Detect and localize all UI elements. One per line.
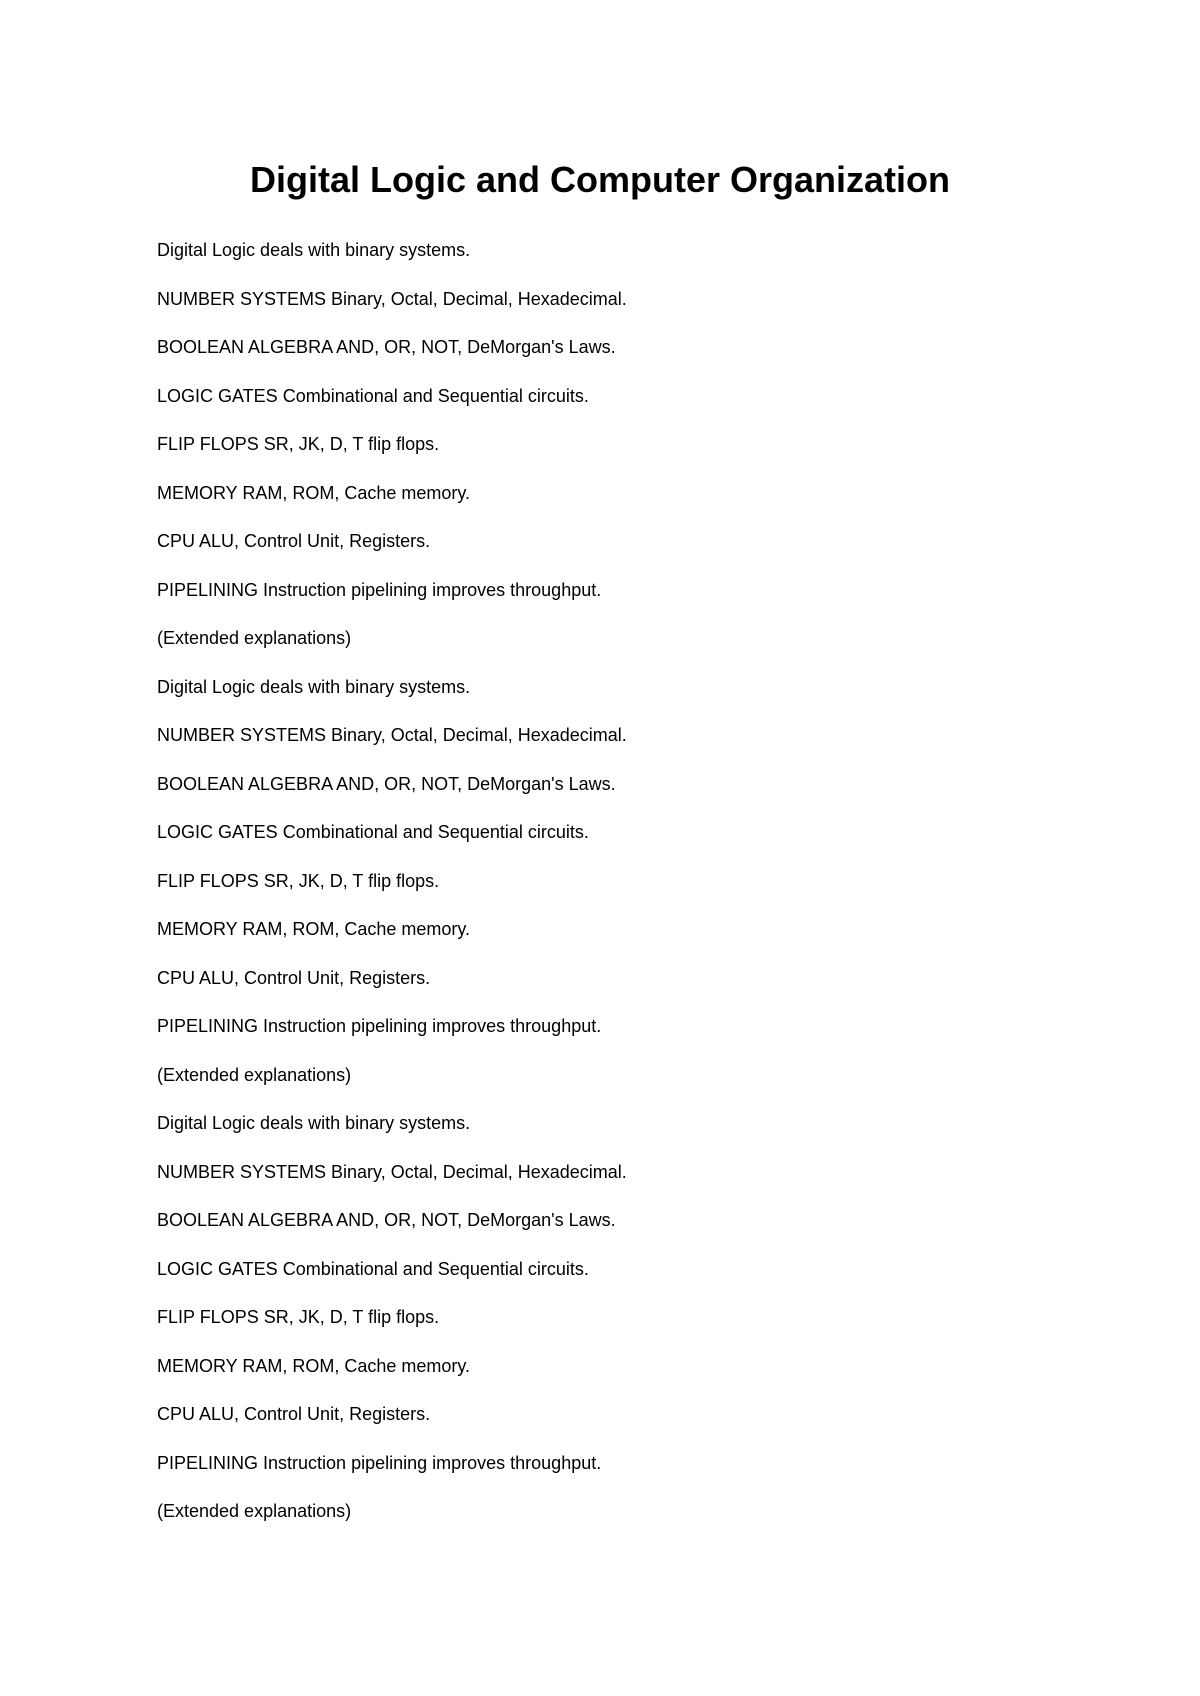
text-line: BOOLEAN ALGEBRA AND, OR, NOT, DeMorgan's Laws. [157,773,616,794]
text-line: Digital Logic deals with binary systems. [157,676,471,697]
text-line: Digital Logic deals with binary systems. [157,1113,471,1133]
text-line: PIPELINING Instruction pipelining improves throughput. [157,1016,602,1036]
text-line: FLIP FLOPS SR, JK, D, T flip flops. [157,434,440,454]
text-line: Digital Logic deals with binary systems. [157,240,471,260]
document-title: Digital Logic and Computer Organization [249,159,950,200]
text-line: CPU ALU, Control Unit, Registers. [157,1404,431,1424]
text-line: FLIP FLOPS SR, JK, D, T flip flops. [157,870,440,891]
document-body [157,238,1057,1548]
text-line: LOGIC GATES Combinational and Sequential circuits. [157,385,589,406]
text-line: (Extended explanations) [157,1064,352,1085]
text-line: PIPELINING Instruction pipelining improves throughput. [157,1452,602,1473]
text-line: NUMBER SYSTEMS Binary, Octal, Decimal, Hexadecimal. [157,288,627,309]
text-line: BOOLEAN ALGEBRA AND, OR, NOT, DeMorgan's Laws. [157,1210,616,1230]
text-line: MEMORY RAM, ROM, Cache memory. [157,919,471,939]
text-line: CPU ALU, Control Unit, Registers. [157,531,431,551]
text-line: CPU ALU, Control Unit, Registers. [157,967,431,988]
text-line: PIPELINING Instruction pipelining improves throughput. [157,579,602,600]
text-line: NUMBER SYSTEMS Binary, Octal, Decimal, Hexadecimal. [157,725,627,745]
text-line: MEMORY RAM, ROM, Cache memory. [157,1355,471,1376]
text-line: MEMORY RAM, ROM, Cache memory. [157,482,471,503]
text-line: FLIP FLOPS SR, JK, D, T flip flops. [157,1307,440,1327]
text-line: LOGIC GATES Combinational and Sequential circuits. [157,1258,589,1279]
text-line: BOOLEAN ALGEBRA AND, OR, NOT, DeMorgan's Laws. [157,337,616,357]
text-line: (Extended explanations) [157,628,352,648]
text-line: LOGIC GATES Combinational and Sequential circuits. [157,822,589,842]
text-line: (Extended explanations) [157,1501,352,1521]
text-line: NUMBER SYSTEMS Binary, Octal, Decimal, Hexadecimal. [157,1161,627,1182]
